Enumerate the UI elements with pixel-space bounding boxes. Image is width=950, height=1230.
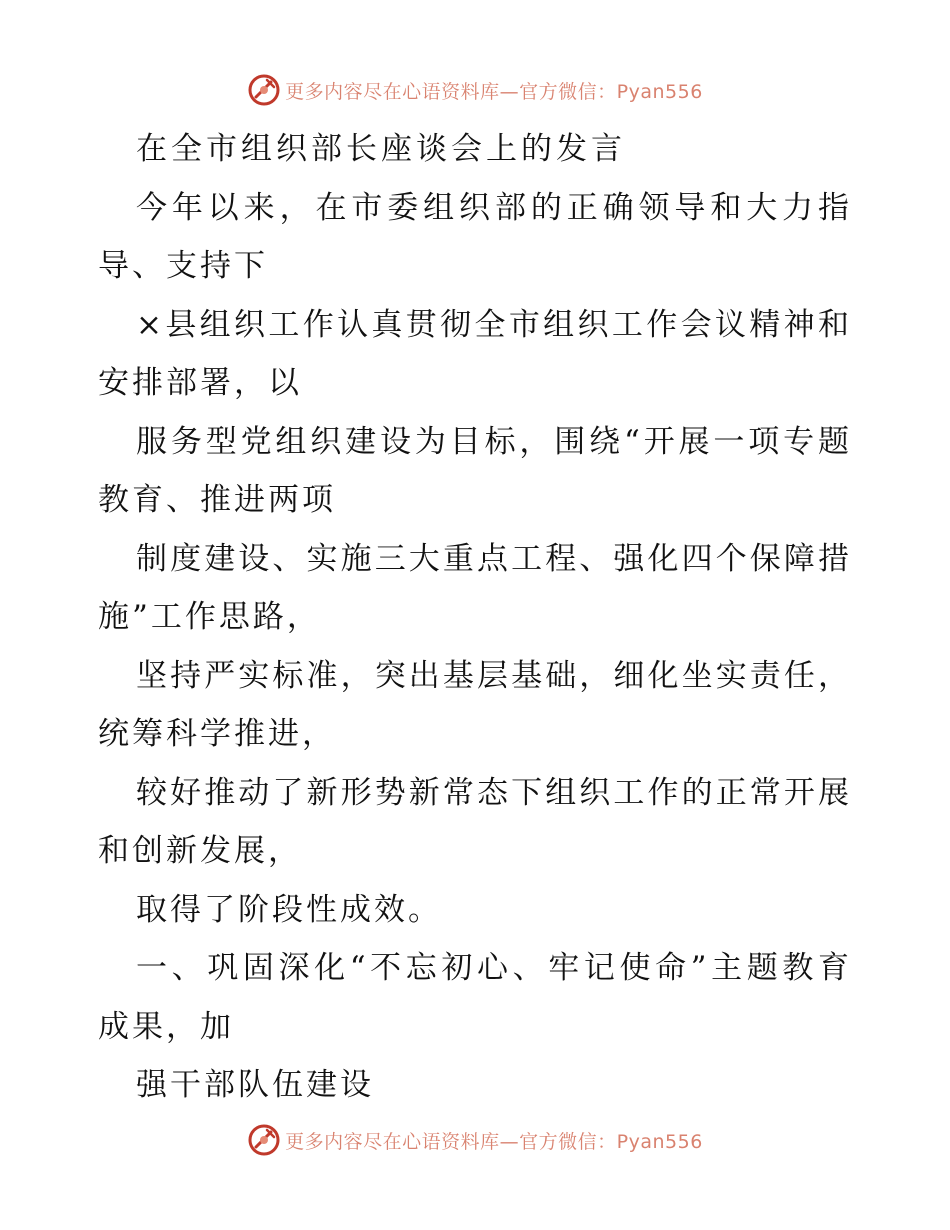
document-body <box>98 120 852 1115</box>
paragraph: 坚持严实标准，突出基层基础，细化坐实责任，统筹科学推进， <box>98 657 852 752</box>
paragraph: 强干部队伍建设 <box>136 1067 374 1103</box>
logo-icon <box>247 73 281 107</box>
logo-icon <box>247 1123 281 1157</box>
watermark-text: 更多内容尽在心语资料库—官方微信：Pyan556 <box>285 80 703 103</box>
document-title: 在全市组织部长座谈会上的发言 <box>136 131 626 167</box>
watermark-footer <box>0 1120 950 1160</box>
watermark-text: 更多内容尽在心语资料库—官方微信：Pyan556 <box>285 1130 703 1153</box>
watermark-header <box>0 70 950 110</box>
paragraph: ×县组织工作认真贯彻全市组织工作会议精神和安排部署，以 <box>98 306 852 401</box>
paragraph: 取得了阶段性成效。 <box>136 891 442 928</box>
paragraph: 较好推动了新形势新常态下组织工作的正常开展和创新发展， <box>98 774 852 869</box>
paragraph: 制度建设、实施三大重点工程、强化四个保障措施”工作思路， <box>98 540 852 635</box>
paragraph: 一、巩固深化“不忘初心、牢记使命”主题教育成果，加 <box>98 950 852 1045</box>
paragraph: 今年以来，在市委组织部的正确领导和大力指导、支持下 <box>98 189 852 284</box>
paragraph: 服务型党组织建设为目标，围绕“开展一项专题教育、推进两项 <box>98 423 852 518</box>
